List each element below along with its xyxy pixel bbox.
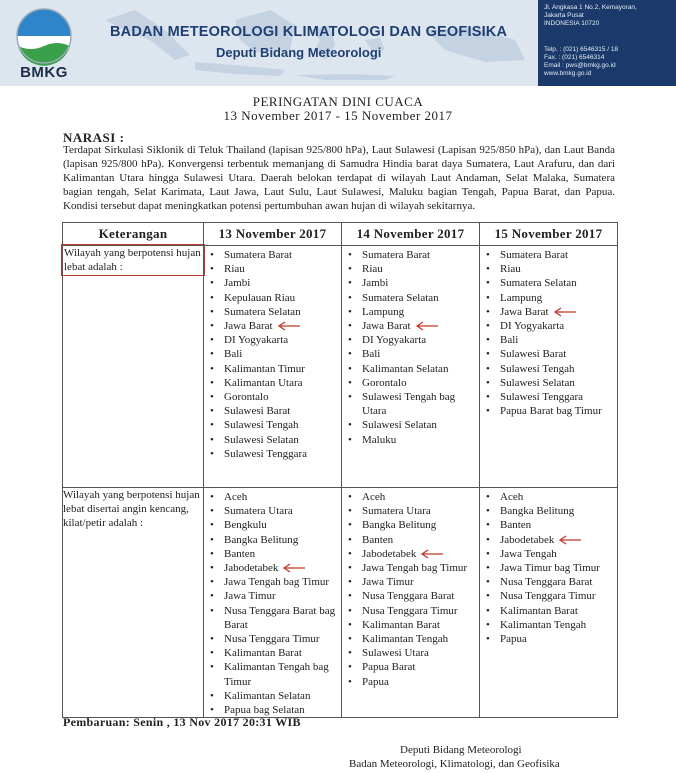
region-item [342,418,477,432]
warning-table [62,222,618,718]
region-name: Kalimantan Utara [224,376,303,389]
region-item [204,418,339,432]
region-name: Sulawesi Utara [362,647,429,660]
region-name: Jabodetabek [500,533,555,546]
region-item [480,533,615,547]
region-item [342,632,477,646]
region-name: Gorontalo [362,376,407,389]
region-item [342,504,477,518]
highlight-arrow-icon [415,321,439,331]
region-name: Jawa Tengah bag Timur [362,562,468,575]
region-name: Sulawesi Tenggara [500,391,584,404]
region-item [342,490,477,504]
region-item [204,575,339,589]
region-name: Sumatera Selatan [500,277,577,290]
region-name: Maluku [362,433,397,446]
region-name: Sumatera Barat [362,249,431,261]
region-name: Papua [362,675,389,688]
region-name: Nusa Tenggara Timur [224,633,320,646]
region-item [480,504,615,518]
region-name: Bangka Belitung [224,533,299,546]
row-label-cell [63,488,204,718]
region-item [204,333,339,347]
region-name: Nusa Tenggara Timur [500,590,596,603]
day-cell [204,246,342,488]
region-name: Papua Barat bag Timur [500,405,602,418]
narasi-heading: NARASI : [63,130,125,145]
contact-block [538,0,676,86]
region-name: Bali [224,348,243,361]
region-name: Papua Barat [362,661,416,674]
region-item [342,518,477,532]
day-cell [204,488,342,718]
region-name: Kalimantan Tengah [362,633,449,646]
region-name: Sulawesi Tengah [500,362,575,375]
org-subtitle: Deputi Bidang Meteorologi [216,45,382,60]
region-item [204,632,339,646]
region-name: Banten [224,547,256,560]
region-name: DI Yogyakarta [224,334,289,347]
region-item [480,305,615,319]
column-header: 14 November 2017 [342,223,480,246]
region-name: Papua [500,633,527,646]
region-name: Sumatera Barat [500,249,569,261]
region-list [480,490,617,646]
region-item [342,433,477,447]
region-item [204,319,339,333]
region-item [342,305,477,319]
update-timestamp: Pembaruan: Senin , 13 Nov 2017 20:31 WIB [63,715,301,729]
region-item [342,547,477,561]
region-item [342,291,477,305]
region-name: Jawa Barat [224,320,273,333]
region-item [342,660,477,674]
highlight-arrow-icon [282,563,306,573]
region-item [204,291,339,305]
region-name: Riau [500,263,521,276]
region-item [204,248,339,262]
region-item [342,347,477,361]
page-title: PERINGATAN DINI CUACA [252,94,424,109]
region-name: Jawa Barat [362,320,411,333]
region-name: DI Yogyakarta [500,320,565,333]
region-name: Kalimantan Timur [224,362,305,375]
region-item [480,262,615,276]
region-name: Kalimantan Barat [362,618,440,631]
region-item [342,333,477,347]
region-name: Riau [224,263,245,276]
region-list [204,490,341,717]
region-name: Sumatera Utara [362,505,431,518]
region-item [204,404,339,418]
signature-line: Deputi Bidang Meteorologi [400,744,522,756]
region-name: Jawa Timur [362,576,414,589]
region-name: Bali [500,334,519,347]
region-item [204,376,339,390]
row-label: Wilayah yang berpotensi hujan lebat disertai angin kencang, kilat/petir adalah : [63,489,200,529]
day-cell [480,246,618,488]
row-label: Wilayah yang berpotensi hujan lebat adalah : [61,244,205,276]
column-header: 13 November 2017 [204,223,342,246]
region-item [204,305,339,319]
region-item [480,490,615,504]
region-name: Sulawesi Tenggara [224,447,308,460]
region-item [480,618,615,632]
region-name: Kalimantan Tengah bag Timur [224,661,329,688]
region-item [204,276,339,290]
region-item [204,433,339,447]
region-list [480,248,617,418]
region-item [204,589,339,603]
region-name: Lampung [500,291,543,304]
column-header: 15 November 2017 [480,223,618,246]
region-name: Sumatera Utara [224,505,293,518]
table-header-row [63,223,618,246]
region-name: Riau [362,263,383,276]
region-item [342,376,477,390]
region-item [480,404,615,418]
region-item [342,646,477,660]
region-item [480,561,615,575]
region-name: Banten [500,519,532,532]
region-name: Nusa Tenggara Timur [362,604,458,617]
day-cell [480,488,618,718]
logo-text: BMKG [20,64,68,81]
region-name: Sulawesi Barat [500,348,567,361]
indonesia-map-watermark [95,0,535,86]
region-item [342,533,477,547]
region-item [342,262,477,276]
region-item [480,319,615,333]
org-name: BADAN METEOROLOGI KLIMATOLOGI DAN GEOFISIKA [110,24,508,40]
highlight-arrow-icon [420,549,444,559]
region-item [204,561,339,575]
region-item [342,362,477,376]
region-name: Jawa Timur [224,590,276,603]
region-item [204,447,339,461]
region-item [204,604,339,632]
date-range: 13 November 2017 - 15 November 2017 [223,108,453,123]
region-name: Sumatera Selatan [362,291,439,304]
region-item [480,575,615,589]
region-item [480,604,615,618]
region-item [480,376,615,390]
region-name: Jabodetabek [362,547,417,560]
contact-email: Email : pws@bmkg.go.id [544,62,616,69]
region-name: Aceh [362,491,386,503]
region-name: Nusa Tenggara Barat [362,590,455,603]
region-name: Kepulauan Riau [224,291,296,304]
region-item [480,347,615,361]
region-item [342,589,477,603]
region-item [342,248,477,262]
region-item [204,518,339,532]
signature-line: Badan Meteorologi, Klimatologi, dan Geofisika [349,758,560,770]
region-name: Bengkulu [224,519,267,532]
region-name: Kalimantan Barat [500,604,578,617]
region-item [342,618,477,632]
region-item [204,390,339,404]
region-item [204,362,339,376]
region-name: Sulawesi Tengah [224,419,299,432]
region-name: Sulawesi Selatan [362,419,437,432]
region-item [204,646,339,660]
region-name: Jabodetabek [224,562,279,575]
region-name: Papua bag Selatan [224,704,305,717]
table-row [63,246,618,488]
region-item [480,547,615,561]
region-name: Nusa Tenggara Barat bag Barat [224,604,336,631]
region-item [204,547,339,561]
region-item [342,319,477,333]
region-name: Nusa Tenggara Barat [500,576,593,589]
highlight-arrow-icon [553,307,577,317]
region-item [480,276,615,290]
region-name: Kalimantan Tengah [500,618,587,631]
contact-line: INDONESIA 10720 [544,20,600,27]
highlight-arrow-icon [558,535,582,545]
region-list [342,490,479,689]
region-item [204,504,339,518]
column-header: Keterangan [63,223,204,246]
region-list [342,248,479,447]
row-label-cell [63,246,204,488]
region-name: Sumatera Selatan [224,305,301,318]
region-name: Bangka Belitung [500,505,575,518]
table-row [63,488,618,718]
region-name: Aceh [224,491,248,503]
contact-line: Jakarta Pusat [544,12,584,19]
region-name: Jambi [224,277,251,290]
region-name: Sulawesi Tengah bag Utara [362,391,456,418]
region-name: Kalimantan Selatan [362,362,449,375]
region-item [204,347,339,361]
region-item [204,490,339,504]
region-item [480,248,615,262]
region-item [480,518,615,532]
narasi-text: Terdapat Sirkulasi Siklonik di Teluk Thailand (lapisan 925/800 hPa), Laut Sulawesi (Lapisan 925/850 hPa), dan Laut Banda (lapisan 925/800 hPa). Konvergensi terbentuk memanjang di Samudra Hindia barat daya Sumatera, Laut Arafuru, dan dari Kalimantan Utara hingga Sulawesi Utara. Daerah belokan terdapat di wilayah Laut Andaman, Selat Malaka, Sumatera bagian tengah, Selat Karimata, Laut Jawa, Laut Sulu, Laut Sulawesi, Maluku bagian Tengah, Papua Barat, dan Papua. Kondisi tersebut dapat meningkatkan potensi pertumbuhan awan hujan di wilayah sekitarnya. [63,144,615,212]
region-item [342,390,477,418]
region-item [480,333,615,347]
contact-website: www.bmkg.go.id [544,70,592,77]
region-name: Gorontalo [224,391,269,404]
region-name: Jawa Tengah bag Timur [224,576,330,589]
region-name: Kalimantan Barat [224,647,302,660]
region-name: Sulawesi Selatan [224,433,299,446]
region-item [204,660,339,688]
region-item [480,362,615,376]
region-item [480,589,615,603]
day-cell [342,246,480,488]
region-name: Jawa Tengah [500,547,557,560]
highlight-arrow-icon [277,321,301,331]
region-name: Jawa Timur bag Timur [500,562,600,575]
contact-line: Jl. Angkasa 1 No.2, Kemayoran, [544,4,637,11]
region-item [204,533,339,547]
region-name: Bali [362,348,381,361]
region-name: Sulawesi Selatan [500,376,575,389]
region-list [204,248,341,461]
region-name: Bangka Belitung [362,519,437,532]
region-name: Jambi [362,277,389,290]
letterhead [0,0,676,86]
region-name: DI Yogyakarta [362,334,427,347]
region-item [204,689,339,703]
region-name: Kalimantan Selatan [224,689,311,702]
region-item [480,390,615,404]
region-name: Sumatera Barat [224,249,293,261]
region-item [480,291,615,305]
region-item [342,675,477,689]
region-name: Jawa Barat [500,305,549,318]
day-cell [342,488,480,718]
region-item [342,276,477,290]
region-item [204,262,339,276]
region-item [342,604,477,618]
region-item [480,632,615,646]
region-name: Aceh [500,491,524,503]
contact-fax: Fax. : (021) 6546314 [544,54,605,61]
region-item [342,561,477,575]
region-item [342,575,477,589]
contact-phone: Telp. : (021) 6546315 / 18 [544,46,619,53]
region-name: Banten [362,533,394,546]
region-name: Lampung [362,305,405,318]
region-name: Sulawesi Barat [224,405,291,418]
